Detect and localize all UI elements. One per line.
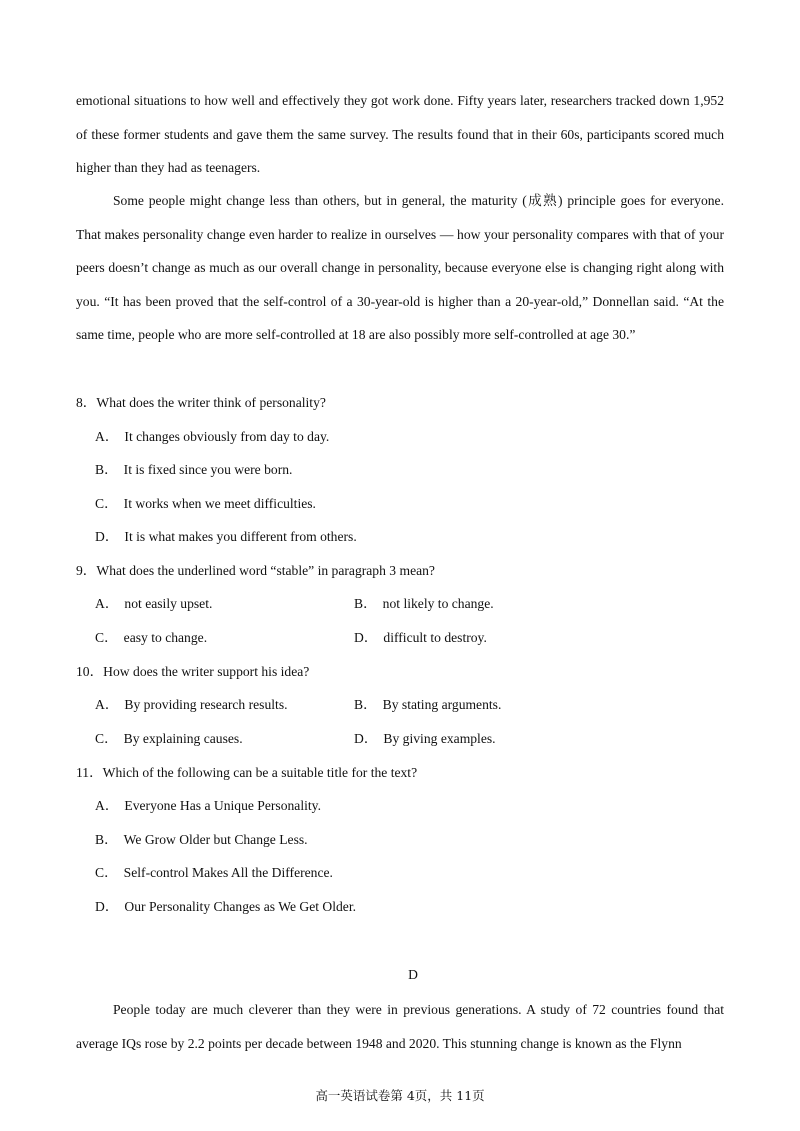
question-10-option-b bbox=[354, 693, 501, 717]
question-10-option-a bbox=[95, 693, 288, 717]
option-label: B． bbox=[354, 697, 377, 712]
option-text: By stating arguments. bbox=[382, 697, 502, 712]
option-label: C． bbox=[95, 731, 118, 746]
question-10-stem: 10．How does the writer support his idea? bbox=[76, 664, 310, 679]
option-text: difficult to destroy. bbox=[383, 630, 487, 645]
option-text: not likely to change. bbox=[382, 596, 494, 611]
option-label: D． bbox=[354, 630, 378, 645]
option-text: Our Personality Changes as We Get Older. bbox=[124, 899, 357, 914]
option-label: C． bbox=[95, 630, 118, 645]
option-label: D． bbox=[95, 899, 119, 914]
question-11-option-d bbox=[95, 895, 356, 919]
option-text: It is what makes you different from others. bbox=[124, 529, 357, 544]
question-11-option-a bbox=[95, 794, 321, 818]
question-9-stem: 9．What does the underlined word “stable” in paragraph 3 mean? bbox=[76, 563, 435, 578]
option-label: D． bbox=[95, 529, 119, 544]
option-text: It changes obviously from day to day. bbox=[124, 429, 330, 444]
question-11-option-b bbox=[95, 828, 308, 852]
page-footer: 高一英语试卷第 4页，共 11页 bbox=[315, 1088, 485, 1103]
option-text: By explaining causes. bbox=[123, 731, 243, 746]
section-d-heading: D bbox=[408, 967, 418, 982]
question-8-option-a bbox=[95, 425, 329, 449]
passage-c-final-paragraph: Some people might change less than others, but in general, the maturity (成熟) principle goes for everyone. That makes personality change even harder to realize in ourselves — how your personality compares with that of your peers doesn’t change as much as our overall change in personality, because everyone else is changing right along with you. “It has been proved that the self-control of a 30-year-old is higher than a 20-year-old,” Donnellan said. “At the same time, people who are more self-controlled at 18 are also possibly more self-controlled at age 30.” bbox=[76, 193, 724, 343]
question-8-option-d bbox=[95, 525, 357, 549]
question-8-option-c bbox=[95, 492, 316, 516]
question-9-option-d bbox=[354, 626, 487, 650]
option-text: Self-control Makes All the Difference. bbox=[123, 865, 333, 880]
option-label: B． bbox=[95, 462, 118, 477]
question-10-option-c bbox=[95, 727, 243, 751]
option-label: B． bbox=[95, 832, 118, 847]
question-9-option-b bbox=[354, 592, 494, 616]
question-11-option-c bbox=[95, 861, 333, 885]
option-label: D． bbox=[354, 731, 378, 746]
question-8-option-b bbox=[95, 458, 292, 482]
option-label: A． bbox=[95, 429, 119, 444]
question-8-stem: 8．What does the writer think of personality? bbox=[76, 395, 326, 410]
option-label: B． bbox=[354, 596, 377, 611]
option-text: Everyone Has a Unique Personality. bbox=[124, 798, 321, 813]
option-text: easy to change. bbox=[123, 630, 208, 645]
option-text: not easily upset. bbox=[124, 596, 213, 611]
option-label: A． bbox=[95, 697, 119, 712]
option-label: C． bbox=[95, 865, 118, 880]
option-label: C． bbox=[95, 496, 118, 511]
question-11-stem: 11．Which of the following can be a suitable title for the text? bbox=[76, 765, 418, 780]
option-text: By providing research results. bbox=[124, 697, 288, 712]
question-9-option-c bbox=[95, 626, 207, 650]
passage-d-paragraph-start: People today are much cleverer than they were in previous generations. A study of 72 countries found that average IQs rose by 2.2 points per decade between 1948 and 2020. This stunning change is known as the Flynn bbox=[76, 1002, 724, 1051]
option-text: It is fixed since you were born. bbox=[123, 462, 293, 477]
question-10-option-d bbox=[354, 727, 496, 751]
option-text: We Grow Older but Change Less. bbox=[123, 832, 308, 847]
option-label: A． bbox=[95, 798, 119, 813]
passage-c-paragraph-end: emotional situations to how well and effectively they got work done. Fifty years later, researchers tracked down 1,952 of these former students and gave them the same survey. The results found that in their 60s, participants scored much higher than they had as teenagers. bbox=[76, 93, 724, 176]
option-text: By giving examples. bbox=[383, 731, 496, 746]
question-9-option-a bbox=[95, 592, 212, 616]
option-text: It works when we meet difficulties. bbox=[123, 496, 316, 511]
option-label: A． bbox=[95, 596, 119, 611]
